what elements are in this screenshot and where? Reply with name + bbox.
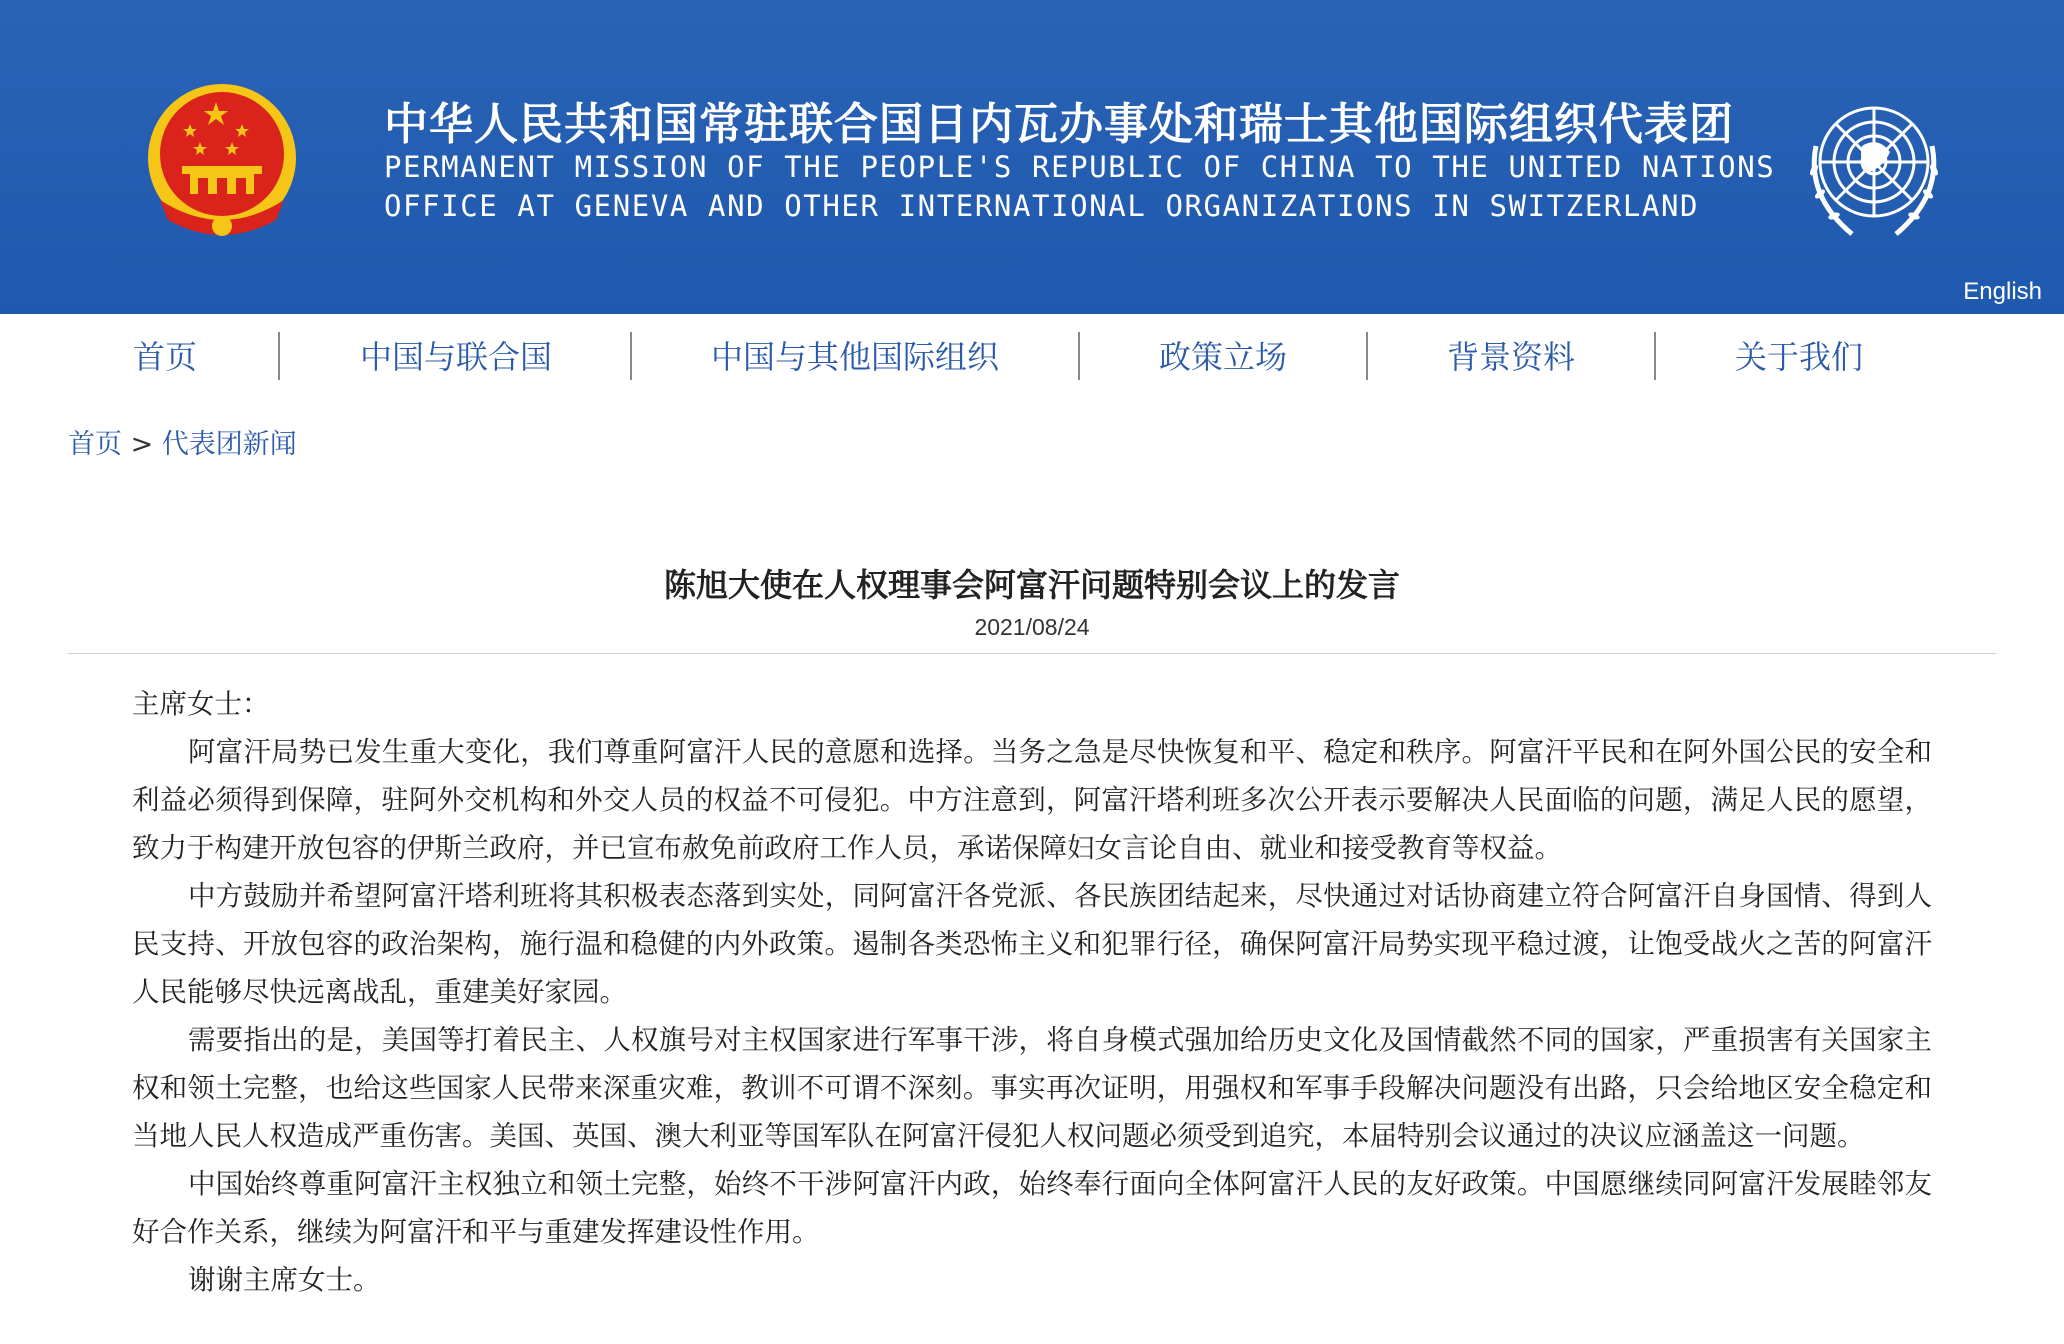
nav-item-china-and-other-organizations[interactable]: 中国与其他国际组织	[710, 338, 999, 376]
article-body	[132, 680, 1932, 1304]
nav-item-about-us[interactable]: 关于我们	[1734, 338, 1863, 376]
article-paragraph: 中国始终尊重阿富汗主权独立和领土完整，始终不干涉阿富汗内政，始终奉行面向全体阿富汗人民的友好政策。中国愿继续同阿富汗发展睦邻友好合作关系，继续为阿富汗和平与重建发挥建设性作用。	[132, 1168, 1932, 1248]
breadcrumb-home-link[interactable]: 首页	[68, 429, 122, 460]
national-emblem-icon	[146, 80, 298, 240]
breadcrumb-separator: >	[130, 429, 154, 460]
article-date: 2021/08/24	[974, 614, 1090, 640]
nav-item-background-materials[interactable]: 背景资料	[1446, 338, 1575, 376]
article-paragraph: 阿富汗局势已发生重大变化，我们尊重阿富汗人民的意愿和选择。当务之急是尽快恢复和平、稳定和秩序。阿富汗平民和在阿外国公民的安全和利益必须得到保障，驻阿外交机构和外交人员的权益不可侵犯。中方注意到，阿富汗塔利班多次公开表示要解决人民面临的问题，满足人民的愿望，致力于构建开放包容的伊斯兰政府，并已宣布赦免前政府工作人员，承诺保障妇女言论自由、就业和接受教育等权益。	[132, 736, 1932, 864]
title-divider	[68, 653, 1996, 654]
article-title: 陈旭大使在人权理事会阿富汗问题特别会议上的发言	[663, 566, 1400, 604]
article-paragraph: 中方鼓励并希望阿富汗塔利班将其积极表态落到实处，同阿富汗各党派、各民族团结起来，尽快通过对话协商建立符合阿富汗自身国情、得到人民支持、开放包容的政治架构，施行温和稳健的内外政策。遏制各类恐怖主义和犯罪行径，确保阿富汗局势实现平稳过渡，让饱受战火之苦的阿富汗人民能够尽快远离战乱，重建美好家园。	[132, 880, 1932, 1008]
mission-title-chinese: 中华人民共和国常驻联合国日内瓦办事处和瑞士其他国际组织代表团	[384, 99, 1734, 150]
article-salutation: 主席女士：	[132, 688, 270, 720]
nav-item-china-and-un[interactable]: 中国与联合国	[359, 338, 552, 376]
english-language-link[interactable]: English	[1963, 278, 2042, 305]
un-emblem-icon	[1792, 86, 1956, 250]
breadcrumb-section-link[interactable]: 代表团新闻	[161, 429, 297, 460]
mission-title-english-line2: OFFICE AT GENEVA AND OTHER INTERNATIONAL ORGANIZATIONS IN SWITZERLAND	[384, 189, 1700, 223]
mission-title-english-line1: PERMANENT MISSION OF THE PEOPLE'S REPUBLIC OF CHINA TO THE UNITED NATIONS	[384, 150, 1776, 184]
header-banner	[0, 0, 2064, 314]
nav-item-home[interactable]: 首页	[132, 338, 197, 376]
nav-item-policy-positions[interactable]: 政策立场	[1158, 338, 1287, 376]
article-closing: 谢谢主席女士。	[188, 1264, 381, 1296]
article-paragraph: 需要指出的是，美国等打着民主、人权旗号对主权国家进行军事干涉，将自身模式强加给历史文化及国情截然不同的国家，严重损害有关国家主权和领土完整，也给这些国家人民带来深重灾难，教训不可谓不深刻。事实再次证明，用强权和军事手段解决问题没有出路，只会给地区安全稳定和当地人民人权造成严重伤害。美国、英国、澳大利亚等国军队在阿富汗侵犯人权问题必须受到追究，本届特别会议通过的决议应涵盖这一问题。	[132, 1024, 1932, 1152]
breadcrumb	[68, 422, 297, 461]
main-navigation	[0, 314, 2064, 396]
